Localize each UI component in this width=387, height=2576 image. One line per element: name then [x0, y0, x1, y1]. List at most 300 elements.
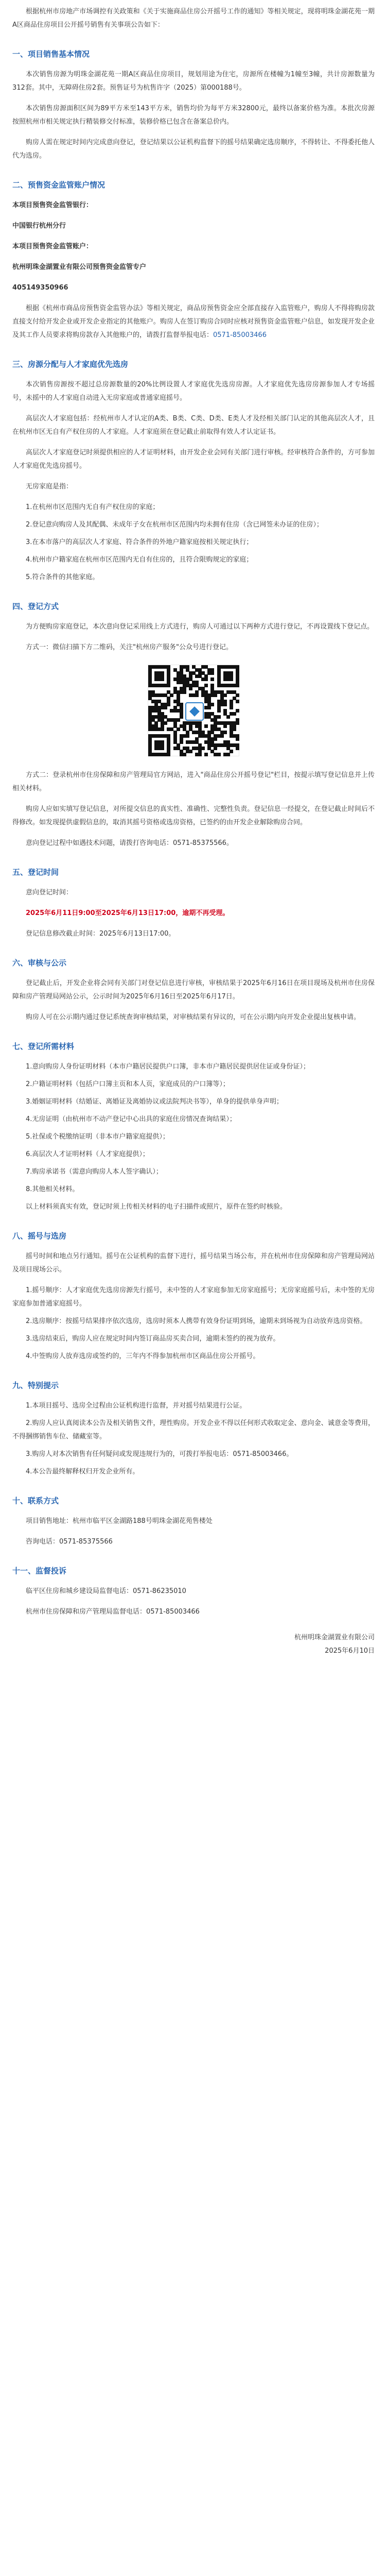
qr-module [236, 734, 239, 738]
qr-module [151, 709, 155, 713]
qr-module [226, 665, 230, 669]
qr-module [210, 687, 214, 690]
qr-module [183, 724, 186, 728]
qr-module [217, 684, 221, 687]
qr-module [148, 753, 152, 756]
qr-module [151, 690, 155, 694]
qr-module [154, 743, 158, 747]
qr-module [201, 734, 205, 738]
qr-module [173, 677, 177, 681]
qr-module [167, 740, 170, 744]
qr-module [167, 753, 170, 756]
qr-module [201, 671, 205, 675]
qr-module [164, 684, 167, 687]
qr-module [236, 668, 239, 672]
list-item: 4.杭州市户籍家庭在杭州市区范围内无自有住房的，且符合限购规定的家庭； [26, 556, 253, 564]
qr-module [148, 747, 152, 750]
section-6 [12, 956, 375, 1024]
qr-module [198, 734, 202, 738]
qr-module [192, 665, 196, 669]
paragraph: 登记信息修改截止时间：2025年6月13日17:00。 [26, 930, 175, 938]
qr-module [148, 674, 152, 678]
qr-module [207, 700, 211, 703]
qr-module [217, 668, 221, 672]
qr-module [230, 727, 233, 731]
intro: 根据杭州市房地产市场调控有关政策和《关于实施商品住房公开摇号工作的通知》等相关规定，现将明珠金湖花苑一期A区商品住房项目公开摇号销售有关事项公告如下： [12, 8, 375, 29]
qr-module [186, 740, 189, 744]
paragraph: 高层次人才家庭登记时须提供相应的人才证明材料，由开发企业会同有关部门进行审核。经审核符合条件的，方可参加人才家庭优先选房摇号。 [12, 449, 375, 470]
qr-module [154, 700, 158, 703]
list-item: 3.选房结束后，购房人应在规定时间内签订商品房买卖合同，逾期未签约的视为放弃。 [26, 1335, 280, 1343]
qr-module [148, 693, 152, 697]
qr-module [207, 734, 211, 738]
qr-module [217, 700, 221, 703]
list-item: 2.户籍证明材料（包括户口簿主页和本人页，家庭成员的户口簿等）； [26, 1080, 230, 1088]
qr-module [192, 671, 196, 675]
signature-company: 杭州明珠金湖置业有限公司 [294, 1634, 375, 1641]
section-title: 一、项目销售基本情况 [12, 49, 90, 59]
qr-module [198, 750, 202, 753]
list-item: 6.高层次人才证明材料（人才家庭提供）； [26, 1150, 149, 1158]
qr-module [148, 718, 152, 722]
section-7 [12, 1040, 375, 1214]
qr-module [164, 693, 167, 697]
qr-module [164, 665, 167, 669]
qr-module [170, 693, 173, 697]
qr-module [230, 665, 233, 669]
paragraph: 杭州市住房保障和房产管理局监督电话：0571-85003466 [26, 1608, 200, 1616]
qr-module [220, 693, 224, 697]
qr-module [157, 712, 161, 716]
qr-module [164, 721, 167, 725]
qr-module [192, 747, 196, 750]
list-item: 2.选房顺序：按摇号结果排序依次选房，选房时须本人携带有效身份证明到场，逾期未到场视为自动放弃选房资格。 [26, 1317, 367, 1325]
qr-module [233, 697, 236, 700]
qr-module [154, 734, 158, 738]
qr-module [223, 724, 227, 728]
qr-module [214, 718, 217, 722]
qr-module [204, 665, 208, 669]
qr-module [236, 718, 239, 722]
section-8 [12, 1229, 375, 1363]
qr-module [183, 690, 186, 694]
account-name: 杭州明珠金湖置业有限公司预售资金监管专户 [12, 263, 147, 271]
qr-module [230, 750, 233, 753]
list-item: 3.在本市落户的高层次人才家庭、符合条件的外地户籍家庭按相关规定执行； [26, 538, 253, 546]
qr-module [236, 684, 239, 687]
qr-module [223, 740, 227, 744]
paragraph: 购房人应如实填写登记信息，对所提交信息的真实性、准确性、完整性负责。登记信息一经提交，在登记截止时间后不得修改。如发现提供虚假信息的，取消其摇号资格或选房资格，已签约的由开发企业解除购房合同。 [12, 805, 375, 826]
qr-module [154, 677, 158, 681]
qr-module [214, 734, 217, 738]
qr-module [220, 700, 224, 703]
qr-module [226, 715, 230, 719]
qr-module [192, 681, 196, 684]
qr-module [148, 681, 152, 684]
qr-module [223, 693, 227, 697]
qr-module [201, 677, 205, 681]
qr-module [217, 753, 221, 756]
qr-module [154, 703, 158, 706]
qr-module [183, 721, 186, 725]
qr-module [180, 753, 183, 756]
qr-module [186, 677, 189, 681]
qr-module [207, 671, 211, 675]
qr-module [173, 721, 177, 725]
qr-module [223, 674, 227, 678]
qr-module [204, 753, 208, 756]
qr-module [151, 718, 155, 722]
qr-module [173, 724, 177, 728]
qr-module [204, 700, 208, 703]
qr-module [192, 721, 196, 725]
qr-module [226, 674, 230, 678]
qr-module [164, 715, 167, 719]
paragraph: 为方便购房家庭登记，本次意向登记采用线上方式进行，购房人可通过以下两种方式进行登记，不再设置线下登记点。 [26, 623, 374, 631]
qr-module [151, 753, 155, 756]
qr-module [198, 721, 202, 725]
qr-module [207, 737, 211, 741]
qr-module [183, 747, 186, 750]
qr-module [167, 684, 170, 687]
qr-module [233, 734, 236, 738]
qr-module [167, 737, 170, 741]
qr-module [167, 734, 170, 738]
qr-module [236, 709, 239, 713]
section-title: 十、联系方式 [12, 1496, 59, 1505]
qr-module [151, 706, 155, 709]
qr-module [173, 731, 177, 734]
qr-module [167, 727, 170, 731]
qr-module [189, 687, 192, 690]
section-3 [12, 358, 375, 584]
qr-module [236, 674, 239, 678]
qr-module [177, 703, 180, 706]
qr-module [207, 697, 211, 700]
qr-module [204, 712, 208, 716]
qr-module [151, 715, 155, 719]
qr-module [201, 690, 205, 694]
qr-module [183, 727, 186, 731]
section-title: 十一、监督投诉 [12, 1566, 67, 1575]
qr-module [186, 731, 189, 734]
paragraph: 摇号时间和地点另行通知。摇号在公证机构的监督下进行，摇号结果当场公布，并在杭州市住房保障和房产管理局网站及项目现场公示。 [12, 1252, 375, 1274]
qr-module [180, 706, 183, 709]
qr-module [236, 721, 239, 725]
qr-module [157, 718, 161, 722]
section-9 [12, 1379, 375, 1479]
qr-module [164, 753, 167, 756]
qr-module [154, 724, 158, 728]
paragraph: 购房人需在规定时间内完成意向登记，登记结果以公证机构监督下的摇号结果确定选房顺序，不得转让、不得委托他人代为选房。 [12, 139, 375, 160]
qr-module [214, 737, 217, 741]
qr-module [210, 743, 214, 747]
qr-module [210, 724, 214, 728]
qr-module [230, 731, 233, 734]
list-item: 7.购房承诺书（需意向购房人本人签字确认）； [26, 1168, 163, 1176]
qr-module [177, 709, 180, 713]
qr-module [189, 721, 192, 725]
qr-module [148, 750, 152, 753]
qr-module [220, 734, 224, 738]
qr-code-container [12, 665, 375, 756]
qr-module [192, 684, 196, 687]
qr-module [220, 743, 224, 747]
qr-module [186, 734, 189, 738]
qr-module [226, 677, 230, 681]
qr-module [177, 690, 180, 694]
qr-module [207, 703, 211, 706]
qr-module [198, 727, 202, 731]
qr-module [183, 665, 186, 669]
qr-module [223, 677, 227, 681]
qr-module [217, 706, 221, 709]
account-label: 本项目预售资金监管账户： [12, 243, 93, 250]
qr-logo-icon [185, 702, 204, 721]
qr-module [148, 690, 152, 694]
qr-module [170, 727, 173, 731]
qr-module [214, 690, 217, 694]
paragraph: 项目销售地址：杭州市临平区金湖路188号明珠金湖花苑售楼处 [26, 1517, 213, 1525]
qr-module [154, 709, 158, 713]
qr-module [148, 740, 152, 744]
qr-module [151, 724, 155, 728]
qr-module [217, 671, 221, 675]
paragraph: 咨询电话：0571-85375566 [26, 1538, 113, 1546]
qr-module [220, 731, 224, 734]
qr-module [148, 734, 152, 738]
qr-module [220, 665, 224, 669]
list-item: 1.在杭州市区范围内无自有产权住房的家庭； [26, 503, 160, 511]
qr-module [154, 706, 158, 709]
qr-module [214, 693, 217, 697]
bank-label: 本项目预售资金监管银行： [12, 201, 93, 209]
qr-module [226, 690, 230, 694]
qr-module [173, 700, 177, 703]
signature-date: 2025年6月10日 [325, 1647, 375, 1655]
qr-module [192, 731, 196, 734]
qr-module [180, 703, 183, 706]
qr-module [154, 740, 158, 744]
qr-module [223, 743, 227, 747]
qr-module [217, 727, 221, 731]
notice-phone: 0571-85003466 [213, 331, 267, 339]
qr-module [183, 734, 186, 738]
qr-module [204, 734, 208, 738]
qr-module [226, 684, 230, 687]
qr-module [217, 681, 221, 684]
list-item: 8.其他相关材料。 [26, 1185, 79, 1193]
qr-module [151, 700, 155, 703]
qr-module [167, 743, 170, 747]
qr-module [167, 703, 170, 706]
qr-module [207, 731, 211, 734]
qr-module [223, 703, 227, 706]
qr-module [154, 671, 158, 675]
qr-module [236, 700, 239, 703]
list-item: 4.中签购房人放弃选房或签约的，三年内不得参加杭州市区商品住房公开摇号。 [26, 1352, 260, 1360]
section-title: 五、登记时间 [12, 868, 59, 877]
qr-module [195, 681, 199, 684]
qr-module [195, 674, 199, 678]
qr-module [161, 753, 164, 756]
qr-module [217, 743, 221, 747]
qr-module [157, 700, 161, 703]
qr-module [230, 724, 233, 728]
list-item: 3.婚姻证明材料（结婚证、离婚证及离婚协议或法院判决书等），单身的提供单身声明； [26, 1098, 283, 1106]
qr-module [173, 737, 177, 741]
qr-module [236, 681, 239, 684]
qr-module [214, 721, 217, 725]
qr-module [154, 674, 158, 678]
qr-module [148, 706, 152, 709]
qr-module [195, 724, 199, 728]
paragraph: 本次销售房源面积区间为89平方米至143平方米，销售均价为每平方米32800元，最终以备案价格为准。本批次房源按照杭州市相关规定执行精装修交付标准，装修价格已包含在备案总价内。 [12, 105, 375, 126]
qr-module [154, 747, 158, 750]
qr-module [233, 690, 236, 694]
qr-module [233, 684, 236, 687]
qr-module [195, 737, 199, 741]
qr-module [154, 684, 158, 687]
qr-module [180, 737, 183, 741]
qr-module [230, 671, 233, 675]
qr-module [154, 753, 158, 756]
qr-module [236, 747, 239, 750]
qr-module [161, 740, 164, 744]
qr-module [198, 687, 202, 690]
qr-module [157, 684, 161, 687]
paragraph: 购房人可在公示期内通过登记系统查询审核结果，对审核结果有异议的，可在公示期内向开发企业提出复核申请。 [26, 1013, 361, 1021]
qr-module [195, 740, 199, 744]
qr-module [177, 697, 180, 700]
qr-module [157, 709, 161, 713]
qr-module [148, 677, 152, 681]
qr-module [177, 681, 180, 684]
qr-module [180, 671, 183, 675]
qr-module [177, 674, 180, 678]
qr-module [157, 674, 161, 678]
qr-module [210, 690, 214, 694]
paragraph: 意向登记过程中如遇技术问题，请拨打咨询电话：0571-85375566。 [26, 839, 233, 847]
section-11 [12, 1564, 375, 1619]
paragraph: 本次销售房源按不超过总房源数量的20%比例设置人才家庭优先选房房源。人才家庭优先选房房源参加人才专场摇号，未摇中的人才家庭自动进入无房家庭或普通家庭摇号。 [12, 381, 375, 402]
qr-module [210, 671, 214, 675]
qr-module [180, 665, 183, 669]
qr-module [161, 727, 164, 731]
qr-module [214, 753, 217, 756]
list-item: 3.购房人对本次销售有任何疑问或发现违规行为的，可拨打举报电话：0571-85003466。 [26, 1450, 293, 1458]
section-1 [12, 47, 375, 163]
qr-module [230, 721, 233, 725]
qr-module [167, 750, 170, 753]
qr-module [204, 724, 208, 728]
qr-module [226, 721, 230, 725]
qr-module [220, 697, 224, 700]
qr-module [148, 743, 152, 747]
list-item: 2.登记意向购房人及其配偶、未成年子女在杭州市区范围内均未拥有住房（含已网签未办证的住房）； [26, 521, 323, 529]
qr-module [189, 674, 192, 678]
qr-module [173, 709, 177, 713]
qr-module [204, 674, 208, 678]
qr-module [217, 674, 221, 678]
qr-module [207, 693, 211, 697]
qr-module [236, 677, 239, 681]
qr-module [186, 665, 189, 669]
qr-module [201, 665, 205, 669]
qr-module [161, 715, 164, 719]
qr-module [177, 727, 180, 731]
qr-module [148, 724, 152, 728]
qr-module [186, 750, 189, 753]
qr-module [217, 690, 221, 694]
qr-module [157, 671, 161, 675]
qr-module [167, 677, 170, 681]
qr-module [217, 665, 221, 669]
qr-module [186, 747, 189, 750]
account-number: 405149350966 [12, 284, 68, 292]
qr-code[interactable] [148, 665, 239, 756]
qr-module [230, 690, 233, 694]
qr-module [210, 727, 214, 731]
qr-module [210, 740, 214, 744]
qr-module [233, 743, 236, 747]
qr-module [157, 727, 161, 731]
qr-module [164, 703, 167, 706]
qr-module [201, 693, 205, 697]
qr-module [210, 731, 214, 734]
qr-module [167, 697, 170, 700]
qr-module [230, 684, 233, 687]
qr-module [180, 709, 183, 713]
list-item: 5.符合条件的其他家庭。 [26, 573, 99, 581]
list-item: 1.摇号顺序：人才家庭优先选房房源先行摇号，未中签的人才家庭参加无房家庭摇号；无房家庭摇号后，未中签的无房家庭参加普通家庭摇号。 [12, 1286, 375, 1308]
qr-module [186, 668, 189, 672]
qr-module [154, 665, 158, 669]
paragraph: 意向登记时间： [26, 889, 73, 896]
qr-module [201, 731, 205, 734]
qr-module [148, 671, 152, 675]
qr-module [180, 681, 183, 684]
qr-module [180, 750, 183, 753]
qr-module [195, 721, 199, 725]
qr-module [151, 734, 155, 738]
qr-module [167, 674, 170, 678]
qr-module [220, 684, 224, 687]
qr-module [177, 700, 180, 703]
qr-module [195, 684, 199, 687]
qr-module [157, 743, 161, 747]
qr-module [154, 727, 158, 731]
qr-module [220, 703, 224, 706]
qr-module [173, 668, 177, 672]
qr-module [198, 668, 202, 672]
qr-module [226, 747, 230, 750]
qr-module [180, 674, 183, 678]
qr-module [173, 718, 177, 722]
qr-module [161, 718, 164, 722]
section-10 [12, 1494, 375, 1549]
qr-module [154, 721, 158, 725]
qr-module [167, 681, 170, 684]
qr-module [183, 677, 186, 681]
qr-module [214, 747, 217, 750]
qr-module [161, 706, 164, 709]
qr-module [207, 712, 211, 716]
qr-module [223, 712, 227, 716]
list-item: 5.社保或个税缴纳证明（非本市户籍家庭提供）； [26, 1133, 169, 1141]
bank-name: 中国银行杭州分行 [12, 222, 66, 230]
qr-module [198, 671, 202, 675]
